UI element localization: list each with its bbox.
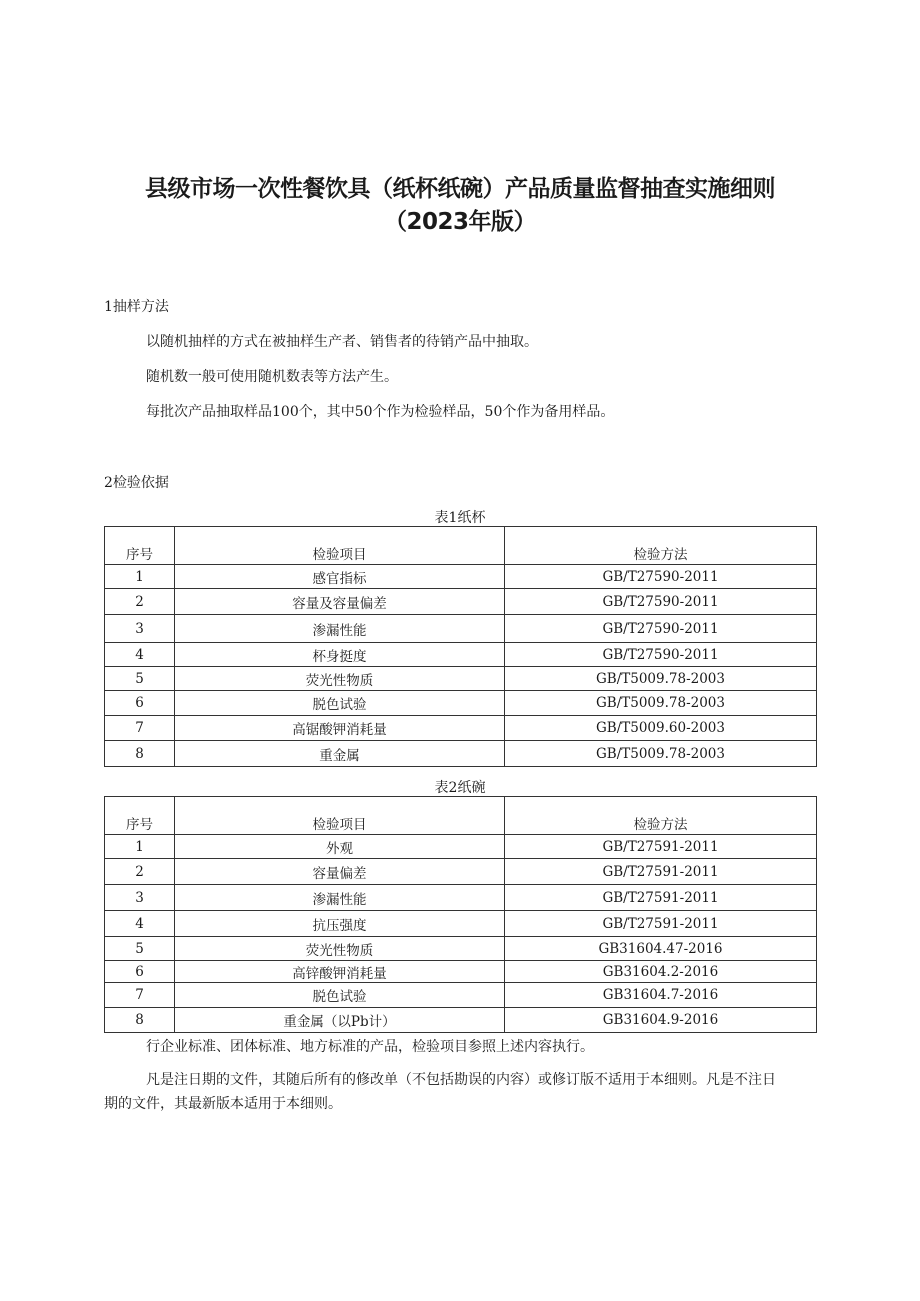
cell-method: GB/T27590-2011 [505,615,817,643]
table-header-row [105,797,817,835]
cell-index: 5 [105,937,175,961]
cell-item: 容量及容量偏差 [175,589,505,615]
table-row [105,911,817,937]
table-header-row [105,527,817,565]
cell-index: 7 [105,716,175,741]
cell-index: 3 [105,615,175,643]
cell-index: 2 [105,589,175,615]
table-row [105,835,817,859]
table-row [105,1008,817,1033]
cell-item: 杯身挺度 [175,643,505,667]
table-caption: 表1纸杯 [434,510,486,526]
cell-method: GB/T27591-2011 [505,911,817,937]
cell-index: 7 [105,983,175,1008]
table-row [105,716,817,741]
cell-method: GB31604.7-2016 [505,983,817,1008]
column-header: 检验方法 [505,527,817,565]
table-row [105,983,817,1008]
cell-index: 5 [105,667,175,691]
table-row [105,859,817,885]
cell-method: GB/T5009.78-2003 [505,741,817,767]
cell-method: GB31604.9-2016 [505,1008,817,1033]
cell-item: 重金属 [175,741,505,767]
cell-method: GB/T5009.60-2003 [505,716,817,741]
cell-index: 6 [105,961,175,983]
column-header: 检验项目 [175,527,505,565]
paragraph: 以随机抽样的方式在被抽样生产者、销售者的待销产品中抽取。 [146,334,538,350]
paragraph: 凡是注日期的文件，其随后所有的修改单（不包括勘误的内容）或修订版不适用于本细则。凡是不注日期的文件，其最新版本适用于本细则。 [104,1072,776,1112]
table-row [105,589,817,615]
cell-item: 外观 [175,835,505,859]
table-row [105,937,817,961]
column-header: 检验项目 [175,797,505,835]
column-header: 序号 [105,797,175,835]
cell-index: 2 [105,859,175,885]
table-row [105,565,817,589]
cell-method: GB/T27591-2011 [505,885,817,911]
section-heading-basis: 2检验依据 [104,475,169,491]
cell-item: 渗漏性能 [175,885,505,911]
cell-index: 4 [105,911,175,937]
paper-cup-table [104,526,817,767]
column-header: 序号 [105,527,175,565]
cell-item: 荧光性物质 [175,937,505,961]
column-header: 检验方法 [505,797,817,835]
cell-method: GB/T27590-2011 [505,643,817,667]
cell-item: 荧光性物质 [175,667,505,691]
paragraph: 行企业标准、团体标准、地方标准的产品，检验项目参照上述内容执行。 [146,1039,594,1055]
cell-index: 1 [105,565,175,589]
cell-index: 1 [105,835,175,859]
table-caption: 表2纸碗 [434,780,486,796]
document-title-edition: （2023年版） [383,209,536,235]
table-row [105,885,817,911]
cell-method: GB/T27590-2011 [505,565,817,589]
document-title: 县级市场一次性餐饮具（纸杯纸碗）产品质量监督抽查实施细则 [145,176,775,202]
table-row [105,615,817,643]
paper-bowl-table [104,796,817,1033]
cell-index: 6 [105,691,175,716]
table-row [105,691,817,716]
cell-method: GB31604.47-2016 [505,937,817,961]
cell-index: 4 [105,643,175,667]
section-heading-sampling: 1抽样方法 [104,299,169,315]
cell-index: 3 [105,885,175,911]
cell-index: 8 [105,1008,175,1033]
table-row [105,961,817,983]
paragraph: 随机数一般可使用随机数表等方法产生。 [146,369,398,385]
paragraph: 每批次产品抽取样品100个，其中50个作为检验样品，50个作为备用样品。 [146,404,615,420]
cell-item: 渗漏性能 [175,615,505,643]
cell-item: 高锌酸钾消耗量 [175,961,505,983]
table-row [105,643,817,667]
cell-item: 脱色试验 [175,691,505,716]
table-row [105,741,817,767]
cell-item: 脱色试验 [175,983,505,1008]
cell-index: 8 [105,741,175,767]
cell-item: 抗压强度 [175,911,505,937]
cell-method: GB/T27590-2011 [505,589,817,615]
cell-method: GB/T27591-2011 [505,835,817,859]
cell-method: GB/T27591-2011 [505,859,817,885]
cell-item: 高锯酸钾消耗量 [175,716,505,741]
cell-method: GB31604.2-2016 [505,961,817,983]
cell-item: 重金属（以Pb计） [175,1008,505,1033]
cell-item: 感官指标 [175,565,505,589]
cell-method: GB/T5009.78-2003 [505,667,817,691]
cell-method: GB/T5009.78-2003 [505,691,817,716]
table-row [105,667,817,691]
cell-item: 容量偏差 [175,859,505,885]
